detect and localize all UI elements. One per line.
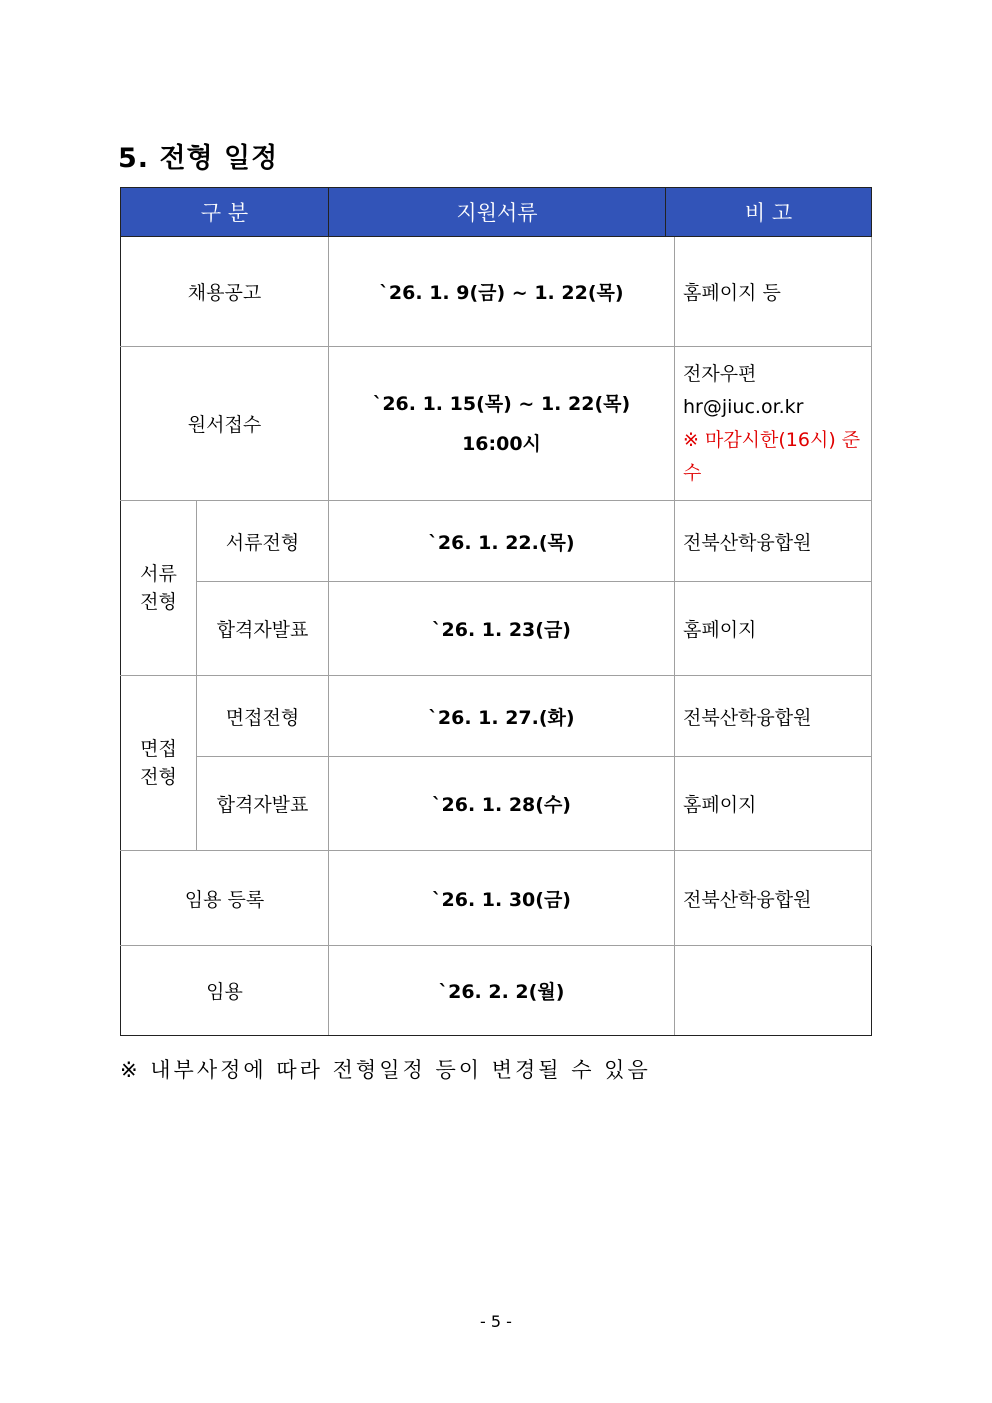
- note-deadline-warning: ※ 마감시한(16시) 준수: [683, 428, 861, 484]
- table-row: [121, 582, 872, 676]
- header-category: 구 분: [121, 188, 329, 237]
- row-date: `26. 2. 2(월): [329, 946, 675, 1036]
- row-label: 면접전형: [197, 676, 329, 757]
- row-note: 홈페이지: [675, 757, 872, 851]
- table-row: [121, 851, 872, 946]
- schedule-table: [120, 187, 872, 1036]
- row-date: `26. 1. 23(금): [329, 582, 675, 676]
- row-label: 서류전형: [197, 501, 329, 582]
- row-label: 원서접수: [121, 347, 329, 501]
- row-label: 임용: [121, 946, 329, 1036]
- header-documents: 지원서류: [329, 188, 666, 237]
- group-label-line: 전형: [140, 591, 177, 613]
- deadline-time: 16:00시: [462, 432, 541, 455]
- table-row: [121, 946, 872, 1036]
- row-date: `26. 1. 30(금): [329, 851, 675, 946]
- row-note: 홈페이지 등: [675, 237, 872, 347]
- page-number: - 5 -: [480, 1312, 512, 1331]
- row-note: [675, 946, 872, 1036]
- row-date: [329, 347, 675, 501]
- row-date: `26. 1. 28(수): [329, 757, 675, 851]
- row-note: [675, 347, 872, 501]
- table-header-row: [121, 188, 872, 237]
- table-row: [121, 237, 872, 347]
- row-note: 전북산학융합원: [675, 851, 872, 946]
- note-email-address: hr@jiuc.or.kr: [683, 395, 804, 418]
- row-date: `26. 1. 9(금) ~ 1. 22(목): [329, 237, 675, 347]
- note-email-label: 전자우편: [683, 362, 757, 385]
- row-note: 전북산학융합원: [675, 676, 872, 757]
- row-date: `26. 1. 22.(목): [329, 501, 675, 582]
- group-label-line: 면접: [140, 738, 177, 760]
- row-note: 홈페이지: [675, 582, 872, 676]
- group-label-interview: [121, 676, 197, 851]
- section-title: 5. 전형 일정: [118, 143, 279, 174]
- row-label: 채용공고: [121, 237, 329, 347]
- group-label-documents: [121, 501, 197, 676]
- table-row: [121, 347, 872, 501]
- row-note: 전북산학융합원: [675, 501, 872, 582]
- row-label: 합격자발표: [197, 582, 329, 676]
- group-label-line: 서류: [140, 563, 177, 585]
- row-date: `26. 1. 27.(화): [329, 676, 675, 757]
- footnote: ※ 내부사정에 따라 전형일정 등이 변경될 수 있음: [120, 1058, 651, 1082]
- date-range: `26. 1. 15(목) ~ 1. 22(목): [372, 392, 631, 415]
- header-notes: 비 고: [666, 188, 872, 237]
- row-label: 임용 등록: [121, 851, 329, 946]
- table-row: [121, 501, 872, 582]
- group-label-line: 전형: [140, 766, 177, 788]
- table-row: [121, 757, 872, 851]
- row-label: 합격자발표: [197, 757, 329, 851]
- table-row: [121, 676, 872, 757]
